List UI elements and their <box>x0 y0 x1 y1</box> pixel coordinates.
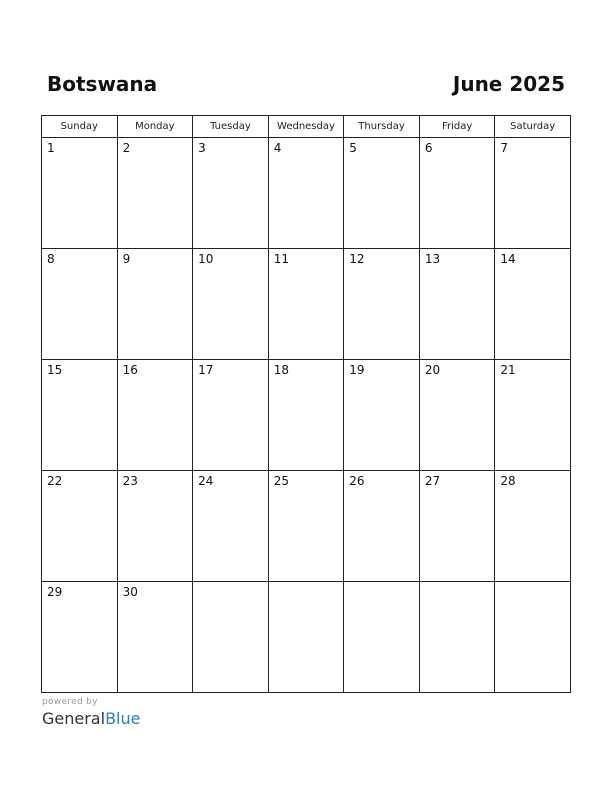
day-cell <box>42 360 118 471</box>
weekday-thursday: Thursday <box>344 116 420 138</box>
day-cell <box>495 249 571 360</box>
generalblue-logo[interactable] <box>42 709 140 729</box>
day-number: 23 <box>122 474 138 488</box>
day-cell <box>193 471 269 582</box>
week-row <box>42 582 571 693</box>
footer-branding <box>42 697 140 729</box>
day-cell <box>193 249 269 360</box>
weekday-friday: Friday <box>419 116 495 138</box>
calendar-grid <box>41 115 571 693</box>
day-cell <box>344 138 420 249</box>
day-number: 26 <box>349 474 365 488</box>
day-number <box>344 582 419 585</box>
day-number: 29 <box>47 585 63 599</box>
day-number: 24 <box>198 474 214 488</box>
day-number: 2 <box>122 141 131 155</box>
day-cell <box>344 582 420 693</box>
day-number: 17 <box>198 363 214 377</box>
day-cell <box>117 249 193 360</box>
day-cell <box>268 582 344 693</box>
day-cell <box>419 471 495 582</box>
day-cell <box>419 360 495 471</box>
day-number: 13 <box>424 252 441 266</box>
day-cell <box>193 360 269 471</box>
day-number: 10 <box>198 252 214 266</box>
day-number: 19 <box>349 363 365 377</box>
day-number: 22 <box>47 474 63 488</box>
day-number: 20 <box>424 363 441 377</box>
day-number: 8 <box>47 252 55 266</box>
day-number: 25 <box>273 474 289 488</box>
day-number: 15 <box>47 363 63 377</box>
day-cell <box>344 360 420 471</box>
day-number: 5 <box>349 141 357 155</box>
day-cell <box>193 582 269 693</box>
day-number <box>269 582 344 585</box>
day-number: 7 <box>500 141 509 155</box>
day-cell <box>419 138 495 249</box>
day-cell <box>495 360 571 471</box>
weekday-monday: Monday <box>117 116 193 138</box>
country-title: Botswana <box>47 72 158 96</box>
month-year-title: June 2025 <box>452 72 565 96</box>
day-number: 28 <box>500 474 516 488</box>
day-number <box>495 582 570 585</box>
day-cell <box>344 471 420 582</box>
day-number: 6 <box>424 141 433 155</box>
week-row <box>42 249 571 360</box>
brand-blue-text: Blue <box>105 709 141 728</box>
day-number: 12 <box>349 252 365 266</box>
day-cell <box>193 138 269 249</box>
day-number <box>193 582 268 585</box>
weekday-sunday: Sunday <box>42 116 118 138</box>
day-number: 1 <box>47 141 55 155</box>
day-number: 16 <box>122 363 138 377</box>
day-cell <box>495 582 571 693</box>
day-cell <box>268 360 344 471</box>
day-number: 14 <box>500 252 516 266</box>
week-row <box>42 471 571 582</box>
week-row <box>42 360 571 471</box>
day-cell <box>42 471 118 582</box>
weekday-tuesday: Tuesday <box>193 116 269 138</box>
day-number: 3 <box>198 141 206 155</box>
day-cell <box>117 360 193 471</box>
weekday-saturday: Saturday <box>495 116 571 138</box>
brand-general-text: General <box>42 709 106 728</box>
day-cell <box>117 582 193 693</box>
day-cell <box>419 249 495 360</box>
day-cell <box>268 249 344 360</box>
day-cell <box>268 471 344 582</box>
day-cell <box>268 138 344 249</box>
day-cell <box>117 138 193 249</box>
weekday-wednesday: Wednesday <box>268 116 344 138</box>
day-cell <box>117 471 193 582</box>
day-cell <box>42 582 118 693</box>
day-number <box>420 582 495 585</box>
day-number: 30 <box>122 585 138 599</box>
powered-by-text: powered by <box>42 697 98 707</box>
day-number: 4 <box>273 141 282 155</box>
day-cell <box>344 249 420 360</box>
day-cell <box>419 582 495 693</box>
day-cell <box>42 249 118 360</box>
day-number: 11 <box>273 252 289 266</box>
week-row <box>42 138 571 249</box>
day-number: 18 <box>273 363 289 377</box>
day-number: 21 <box>500 363 516 377</box>
day-number: 9 <box>122 252 131 266</box>
weekday-header-row <box>42 116 571 138</box>
day-cell <box>495 471 571 582</box>
day-cell <box>42 138 118 249</box>
day-number: 27 <box>424 474 441 488</box>
day-cell <box>495 138 571 249</box>
